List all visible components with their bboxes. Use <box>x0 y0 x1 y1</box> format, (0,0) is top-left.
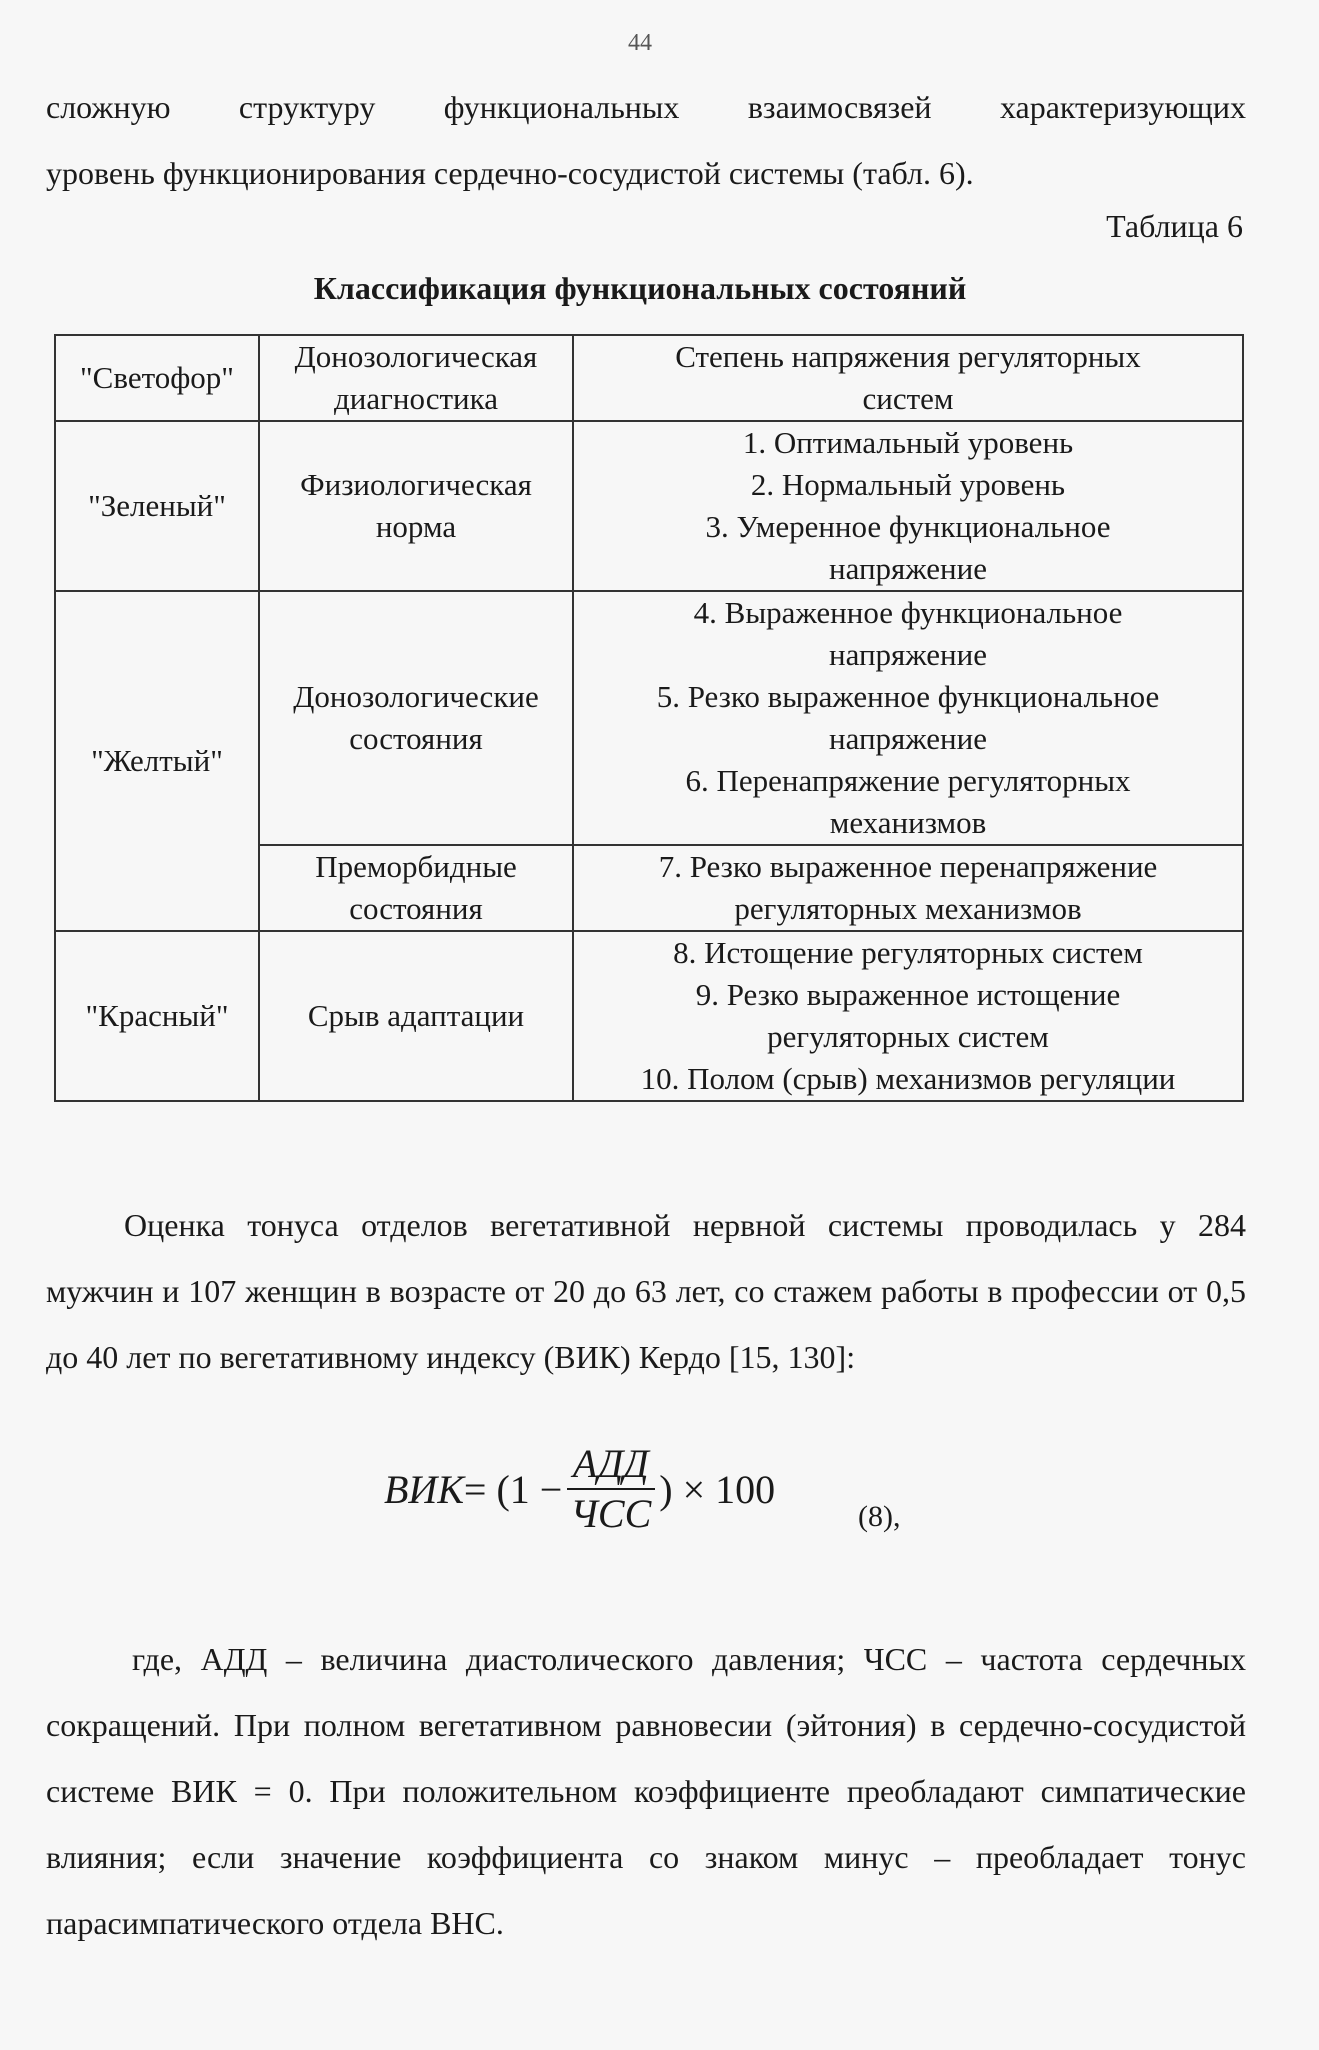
intro-paragraph <box>46 74 1246 206</box>
intro-line-1: сложную структуру функциональных взаимосвязей характеризующих <box>46 89 1246 125</box>
cell-yellow-levels-2: 7. Резко выраженное перенапряжение регуляторных механизмов <box>573 845 1243 931</box>
cell-green-levels: 1. Оптимальный уровень 2. Нормальный уровень 3. Умеренное функциональное напряжение <box>573 421 1243 591</box>
kerdo-formula <box>384 1440 775 1538</box>
table-row-yellow-1 <box>55 591 1243 845</box>
formula-lhs: ВИК <box>384 1466 464 1512</box>
formula-fraction <box>564 1440 657 1538</box>
classification-table <box>54 334 1244 1102</box>
table-title: Классификация функциональных состояний <box>313 270 967 306</box>
cell-yellow-diagnosis-1: Донозологические состояния <box>259 591 573 845</box>
table-row-green <box>55 421 1243 591</box>
page-number: 44 <box>628 30 652 56</box>
table-row-red <box>55 931 1243 1101</box>
cell-red-diagnosis: Срыв адаптации <box>259 931 573 1101</box>
cell-yellow-levels-1: 4. Выраженное функциональное напряжение 5. Резко выраженное функциональное напряжение 6. Перенапряжение регуляторных механизмов <box>573 591 1243 845</box>
formula-numerator: АДД <box>567 1440 655 1490</box>
cell-green-light: "Зеленый" <box>55 421 259 591</box>
cell-green-diagnosis: Физиологическая норма <box>259 421 573 591</box>
explanation-paragraph: где, АДД – величина диастолического давления; ЧСС – частота сердечных сокращений. При полном вегетативном равновесии (эйтония) в сердечно-сосудистой системе ВИК = 0. При положительном коэффициенте преобладают симпатические влияния; если значение коэффициента со знаком минус – преобладает тонус парасимпатического отдела ВНС. <box>46 1641 1246 1941</box>
header-cell-light: "Светофор" <box>55 335 259 421</box>
table-label: Таблица 6 <box>1106 208 1243 244</box>
table-header-row <box>55 335 1243 421</box>
intro-line-2: уровень функционирования сердечно-сосудистой системы (табл. 6). <box>46 155 974 191</box>
cell-yellow-diagnosis-2: Преморбидные состояния <box>259 845 573 931</box>
cell-yellow-light: "Желтый" <box>55 591 259 931</box>
formula-open: = (1 − <box>463 1466 563 1512</box>
formula-denominator: ЧСС <box>570 1491 652 1536</box>
formula-close: ) × 100 <box>659 1466 776 1512</box>
cell-red-levels: 8. Истощение регуляторных систем 9. Резко выраженное истощение регуляторных систем 10. Полом (срыв) механизмов регуляции <box>573 931 1243 1101</box>
header-cell-diagnostics: Донозологическая диагностика <box>259 335 573 421</box>
method-paragraph: Оценка тонуса отделов вегетативной нервной системы проводилась у 284 мужчин и 107 женщин в возрасте от 20 до 63 лет, со стажем работы в профессии от 0,5 до 40 лет по вегетативному индексу (ВИК) Кердо [15, 130]: <box>46 1207 1246 1375</box>
header-cell-tension: Степень напряжения регуляторных систем <box>573 335 1243 421</box>
formula-number: (8), <box>858 1500 901 1533</box>
cell-red-light: "Красный" <box>55 931 259 1101</box>
